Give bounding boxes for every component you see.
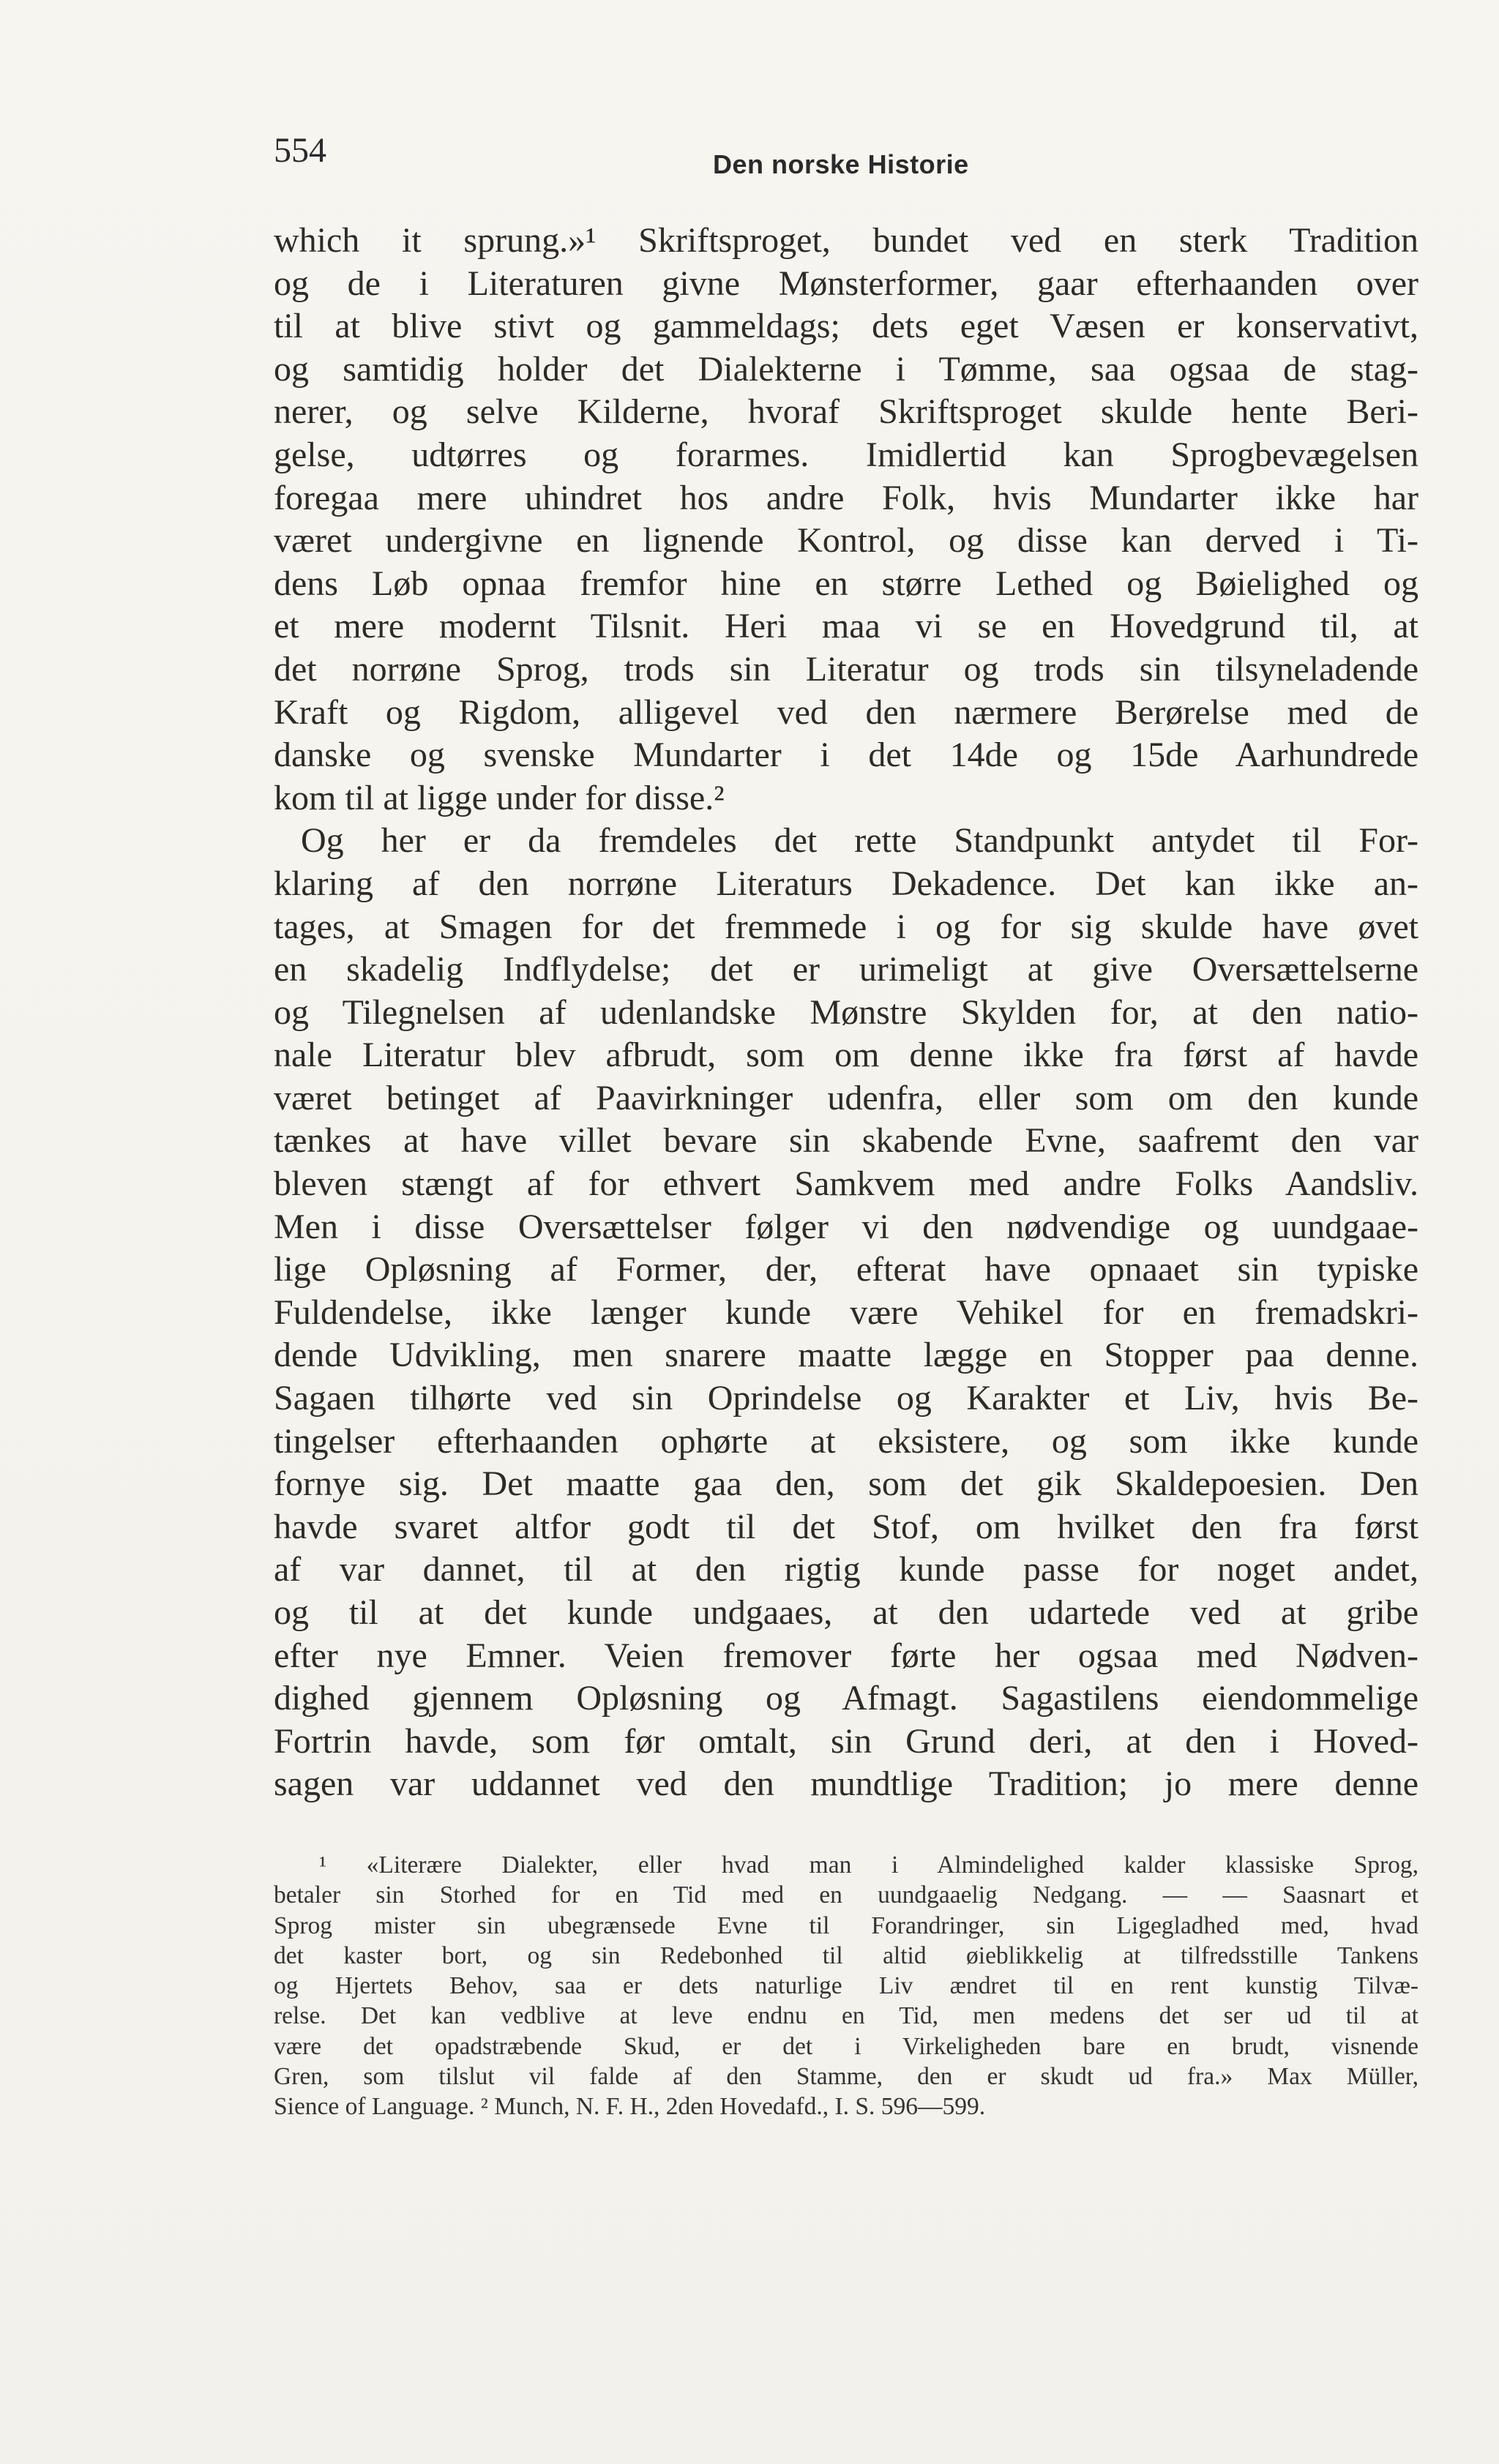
text-line: tages, at Smagen for det fremmede i og for sig skulde have øvet — [274, 907, 1418, 946]
footnote-line: og Hjertets Behov, saa er dets naturlige Liv ændret til en rent kunstig Tilvæ- — [274, 1972, 1418, 2000]
text-line: Sagaen tilhørte ved sin Oprindelse og Karakter et Liv, hvis Be- — [274, 1379, 1418, 1418]
text-line: af var dannet, til at den rigtig kunde passe for noget andet, — [274, 1550, 1418, 1589]
text-line: Men i disse Oversættelser følger vi den nødvendige og uundgaae- — [274, 1207, 1418, 1246]
text-line: bleven stængt af for ethvert Samkvem med andre Folks Aandsliv. — [274, 1164, 1418, 1204]
footnote-line: Gren, som tilslut vil falde af den Stamme, den er skudt ud fra.» Max Müller, — [274, 2063, 1418, 2091]
text-line: fornye sig. Det maatte gaa den, som det gik Skaldepoesien. Den — [274, 1464, 1418, 1504]
text-line: dende Udvikling, men snarere maatte lægge en Stopper paa denne. — [274, 1336, 1418, 1375]
text-line: Kraft og Rigdom, alligevel ved den nærmere Berørelse med de — [274, 692, 1418, 732]
footnote-line: det kaster bort, og sin Redebonhed til altid øieblikkelig at tilfredsstille Tankens — [274, 1941, 1418, 1969]
text-line: og de i Literaturen givne Mønsterformer, gaar efterhaanden over — [274, 263, 1418, 303]
footnote-line: Sprog mister sin ubegrænsede Evne til Forandringer, sin Ligegladhed med, hvad — [274, 1911, 1418, 1939]
footnote-line: betaler sin Storhed for en Tid med en uundgaaelig Nedgang. — — Saasnart et — [274, 1881, 1418, 1909]
text-line: nale Literatur blev afbrudt, som om denne ikke fra først af havde — [274, 1036, 1418, 1075]
text-line: which it sprung.»¹ Skriftsproget, bundet ved en sterk Tradition — [274, 221, 1418, 260]
text-line: Og her er da fremdeles det rette Standpunkt antydet til For- — [301, 821, 1418, 861]
text-line: været undergivne en lignende Kontrol, og disse kan derved i Ti- — [274, 521, 1418, 561]
footnote-line: Sience of Language. ² Munch, N. F. H., 2den Hovedafd., I. S. 596—599. — [274, 2093, 986, 2121]
text-line: været betinget af Paavirkninger udenfra, eller som om den kunde — [274, 1078, 1418, 1117]
body-text — [274, 220, 1418, 1806]
text-line: kom til at ligge under for disse.² — [274, 778, 725, 817]
footnote-line: være det opadstræbende Skud, er det i Virkeligheden bare en brudt, visnende — [274, 2032, 1418, 2060]
text-line: og til at det kunde undgaaes, at den udartede ved at gribe — [274, 1593, 1418, 1632]
text-line: dighed gjennem Opløsning og Afmagt. Sagastilens eiendommelige — [274, 1679, 1418, 1718]
text-line: og samtidig holder det Dialekterne i Tømme, saa ogsaa de stag- — [274, 349, 1418, 389]
text-line: Fuldendelse, ikke længer kunde være Vehikel for en fremadskri- — [274, 1292, 1418, 1332]
page-header — [274, 130, 1416, 196]
text-line: og Tilegnelsen af udenlandske Mønstre Skylden for, at den natio- — [274, 992, 1418, 1032]
text-line: klaring af den norrøne Literaturs Dekadence. Det kan ikke an- — [274, 864, 1418, 903]
text-line: det norrøne Sprog, trods sin Literatur og trods sin tilsyneladende — [274, 649, 1418, 689]
text-line: havde svaret altfor godt til det Stof, om hvilket den fra først — [274, 1507, 1418, 1546]
text-line: en skadelig Indflydelse; det er urimeligt at give Oversættelserne — [274, 950, 1418, 989]
page-number: 554 — [274, 131, 326, 170]
text-line: sagen var uddannet ved den mundtlige Tradition; jo mere denne — [274, 1764, 1418, 1804]
text-line: Fortrin havde, som før omtalt, sin Grund deri, at den i Hoved- — [274, 1721, 1418, 1761]
text-line: foregaa mere uhindret hos andre Folk, hvis Mundarter ikke har — [274, 478, 1418, 517]
text-line: et mere modernt Tilsnit. Heri maa vi se en Hovedgrund til, at — [274, 607, 1418, 646]
text-line: tingelser efterhaanden ophørte at eksistere, og som ikke kunde — [274, 1421, 1418, 1461]
footnotes — [274, 1850, 1418, 2122]
text-line: efter nye Emner. Veien fremover førte her ogsaa med Nødven- — [274, 1636, 1418, 1675]
text-line: tænkes at have villet bevare sin skabende Evne, saafremt den var — [274, 1121, 1418, 1161]
running-head: Den norske Historie — [713, 149, 969, 179]
text-line: dens Løb opnaa fremfor hine en større Lethed og Bøielighed og — [274, 563, 1418, 603]
footnote-line: ¹ «Literære Dialekter, eller hvad man i Almindelighed kalder klassiske Sprog, — [319, 1851, 1418, 1879]
text-line: lige Opløsning af Former, der, efterat have opnaaet sin typiske — [274, 1250, 1418, 1289]
text-line: nerer, og selve Kilderne, hvoraf Skriftsproget skulde hente Beri- — [274, 392, 1418, 432]
text-line: gelse, udtørres og forarmes. Imidlertid kan Sprogbevægelsen — [274, 435, 1418, 474]
text-line: danske og svenske Mundarter i det 14de og 15de Aarhundrede — [274, 735, 1418, 775]
text-line: til at blive stivt og gammeldags; dets eget Væsen er konservativt, — [274, 307, 1418, 346]
footnote-line: relse. Det kan vedblive at leve endnu en Tid, men medens det ser ud til at — [274, 2002, 1418, 2030]
